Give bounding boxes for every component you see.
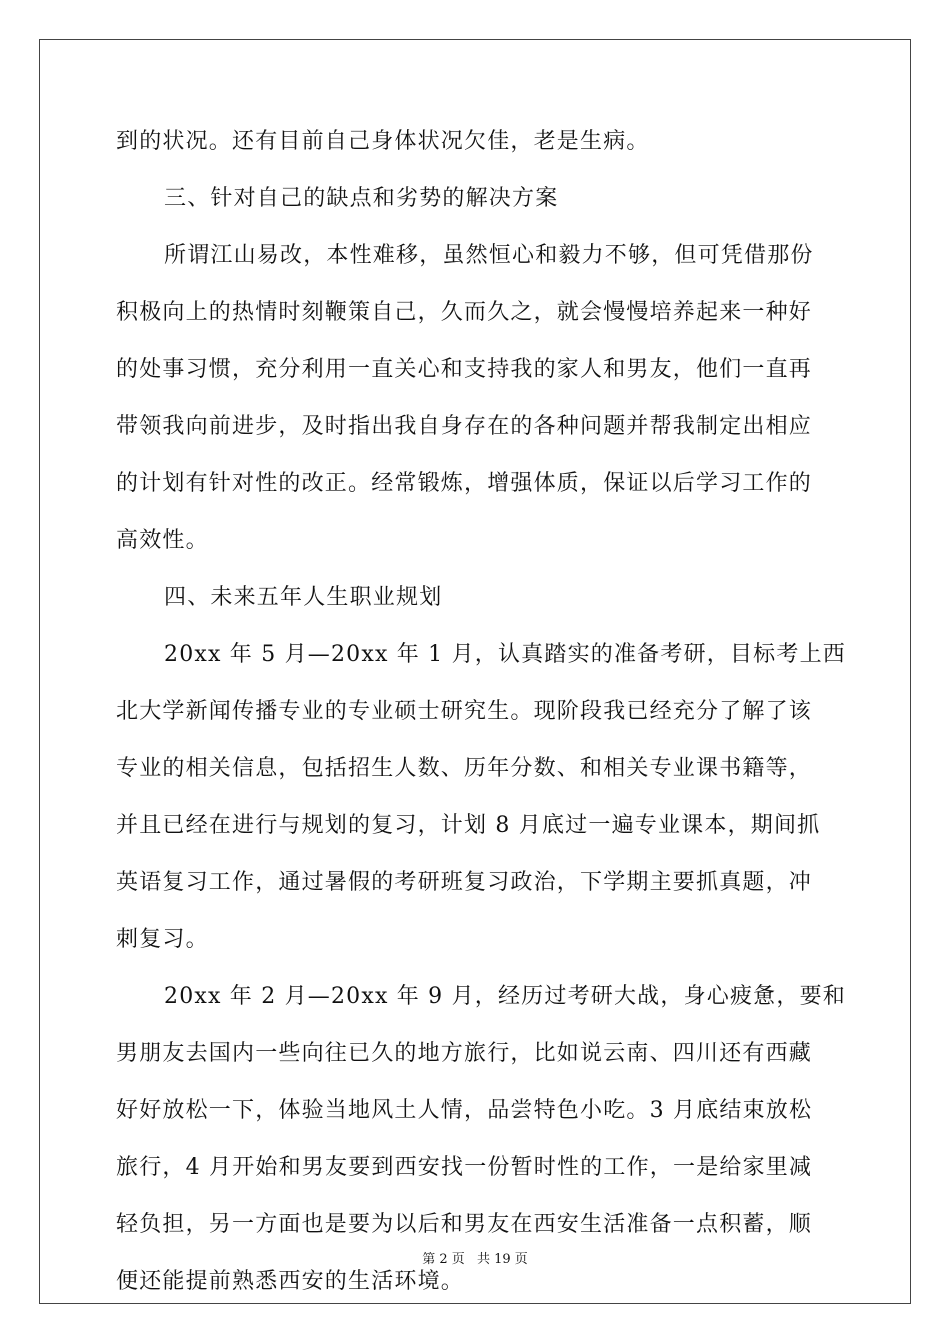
- page-footer: [0, 1248, 950, 1267]
- text-line: 高效性。: [116, 528, 209, 553]
- total-pages: 共 19 页: [476, 1252, 528, 1267]
- text-line: 的计划有针对性的改正。经常锻炼，增强体质，保证以后学习工作的: [116, 471, 813, 496]
- section-heading: 四、未来五年人生职业规划: [164, 585, 443, 610]
- text-line: 轻负担，另一方面也是要为以后和男友在西安生活准备一点积蓄，顺: [116, 1212, 813, 1237]
- text-line: 便还能提前熟悉西安的生活环境。: [116, 1269, 465, 1294]
- text-line: 专业的相关信息，包括招生人数、历年分数、和相关专业课书籍等，: [116, 756, 813, 781]
- text-line: 北大学新闻传播专业的专业硕士研究生。现阶段我已经充分了解了该: [116, 699, 813, 724]
- text-line: 20xx 年 5 月—20xx 年 1 月，认真踏实的准备考研，目标考上西: [164, 642, 846, 667]
- text-line: 英语复习工作，通过暑假的考研班复习政治，下学期主要抓真题，冲: [116, 870, 813, 895]
- text-line: 男朋友去国内一些向往已久的地方旅行，比如说云南、四川还有西藏: [116, 1041, 813, 1066]
- text-line: 积极向上的热情时刻鞭策自己，久而久之，就会慢慢培养起来一种好: [116, 300, 813, 325]
- text-line: 20xx 年 2 月—20xx 年 9 月，经历过考研大战，身心疲惫，要和: [164, 984, 846, 1009]
- text-line: 到的状况。还有目前自己身体状况欠佳，老是生病。: [116, 129, 650, 154]
- text-line: 所谓江山易改，本性难移，虽然恒心和毅力不够，但可凭借那份: [164, 243, 814, 268]
- text-line: 旅行，4 月开始和男友要到西安找一份暂时性的工作，一是给家里减: [116, 1155, 813, 1180]
- text-line: 的处事习惯，充分利用一直关心和支持我的家人和男友，他们一直再: [116, 357, 813, 382]
- page-number: 第 2 页: [422, 1252, 465, 1267]
- text-line: 并且已经在进行与规划的复习，计划 8 月底过一遍专业课本，期间抓: [116, 813, 821, 838]
- text-line: 带领我向前进步，及时指出我自身存在的各种问题并帮我制定出相应: [116, 414, 813, 439]
- section-heading: 三、针对自己的缺点和劣势的解决方案: [164, 186, 559, 211]
- text-line: 刺复习。: [116, 927, 209, 952]
- text-line: 好好放松一下，体验当地风土人情，品尝特色小吃。3 月底结束放松: [116, 1098, 813, 1123]
